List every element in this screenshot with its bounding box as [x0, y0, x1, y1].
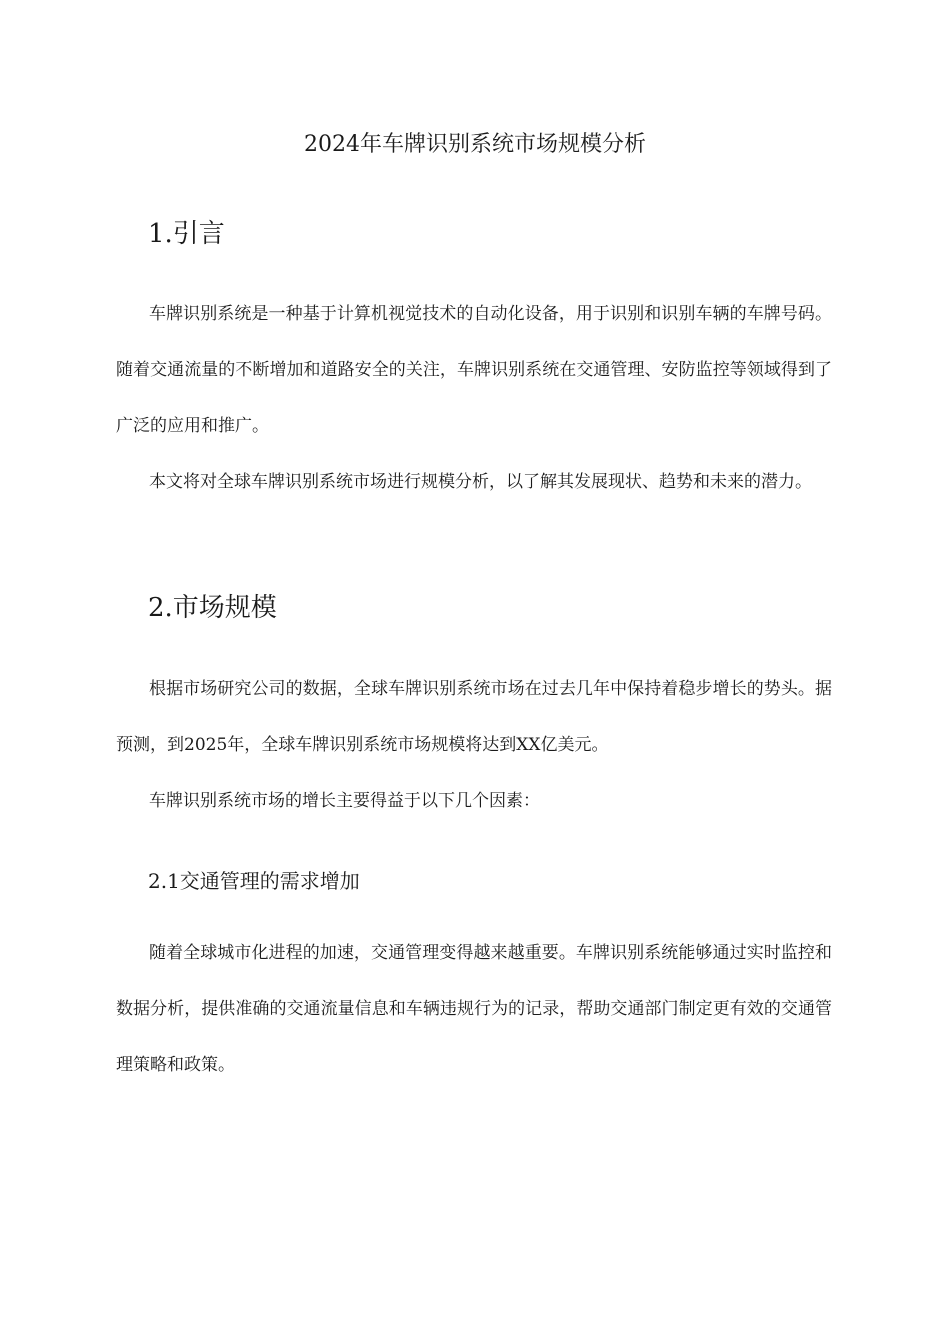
paragraph-market-size-1: 根据市场研究公司的数据，全球车牌识别系统市场在过去几年中保持着稳步增长的势头。据预测，到2025年，全球车牌识别系统市场规模将达到XX亿美元。 [116, 679, 832, 755]
paragraph-market-size-2: 车牌识别系统市场的增长主要得益于以下几个因素： [149, 791, 540, 811]
paragraph-traffic-demand-1: 随着全球城市化进程的加速，交通管理变得越来越重要。车牌识别系统能够通过实时监控和数据分析，提供准确的交通流量信息和车辆违规行为的记录，帮助交通部门制定更有效的交通管理策略和政策。 [116, 943, 832, 1075]
document-title: 2024年车牌识别系统市场规模分析 [304, 132, 646, 157]
paragraph-introduction-2: 本文将对全球车牌识别系统市场进行规模分析，以了解其发展现状、趋势和未来的潜力。 [149, 472, 812, 492]
section-heading-market-size: 2.市场规模 [148, 593, 277, 623]
paragraph-introduction-1: 车牌识别系统是一种基于计算机视觉技术的自动化设备，用于识别和识别车辆的车牌号码。随着交通流量的不断增加和道路安全的关注，车牌识别系统在交通管理、安防监控等领域得到了广泛的应用和推广。 [116, 304, 832, 436]
subsection-heading-traffic-demand: 2.1交通管理的需求增加 [148, 869, 360, 893]
section-heading-introduction: 1.引言 [148, 219, 225, 249]
